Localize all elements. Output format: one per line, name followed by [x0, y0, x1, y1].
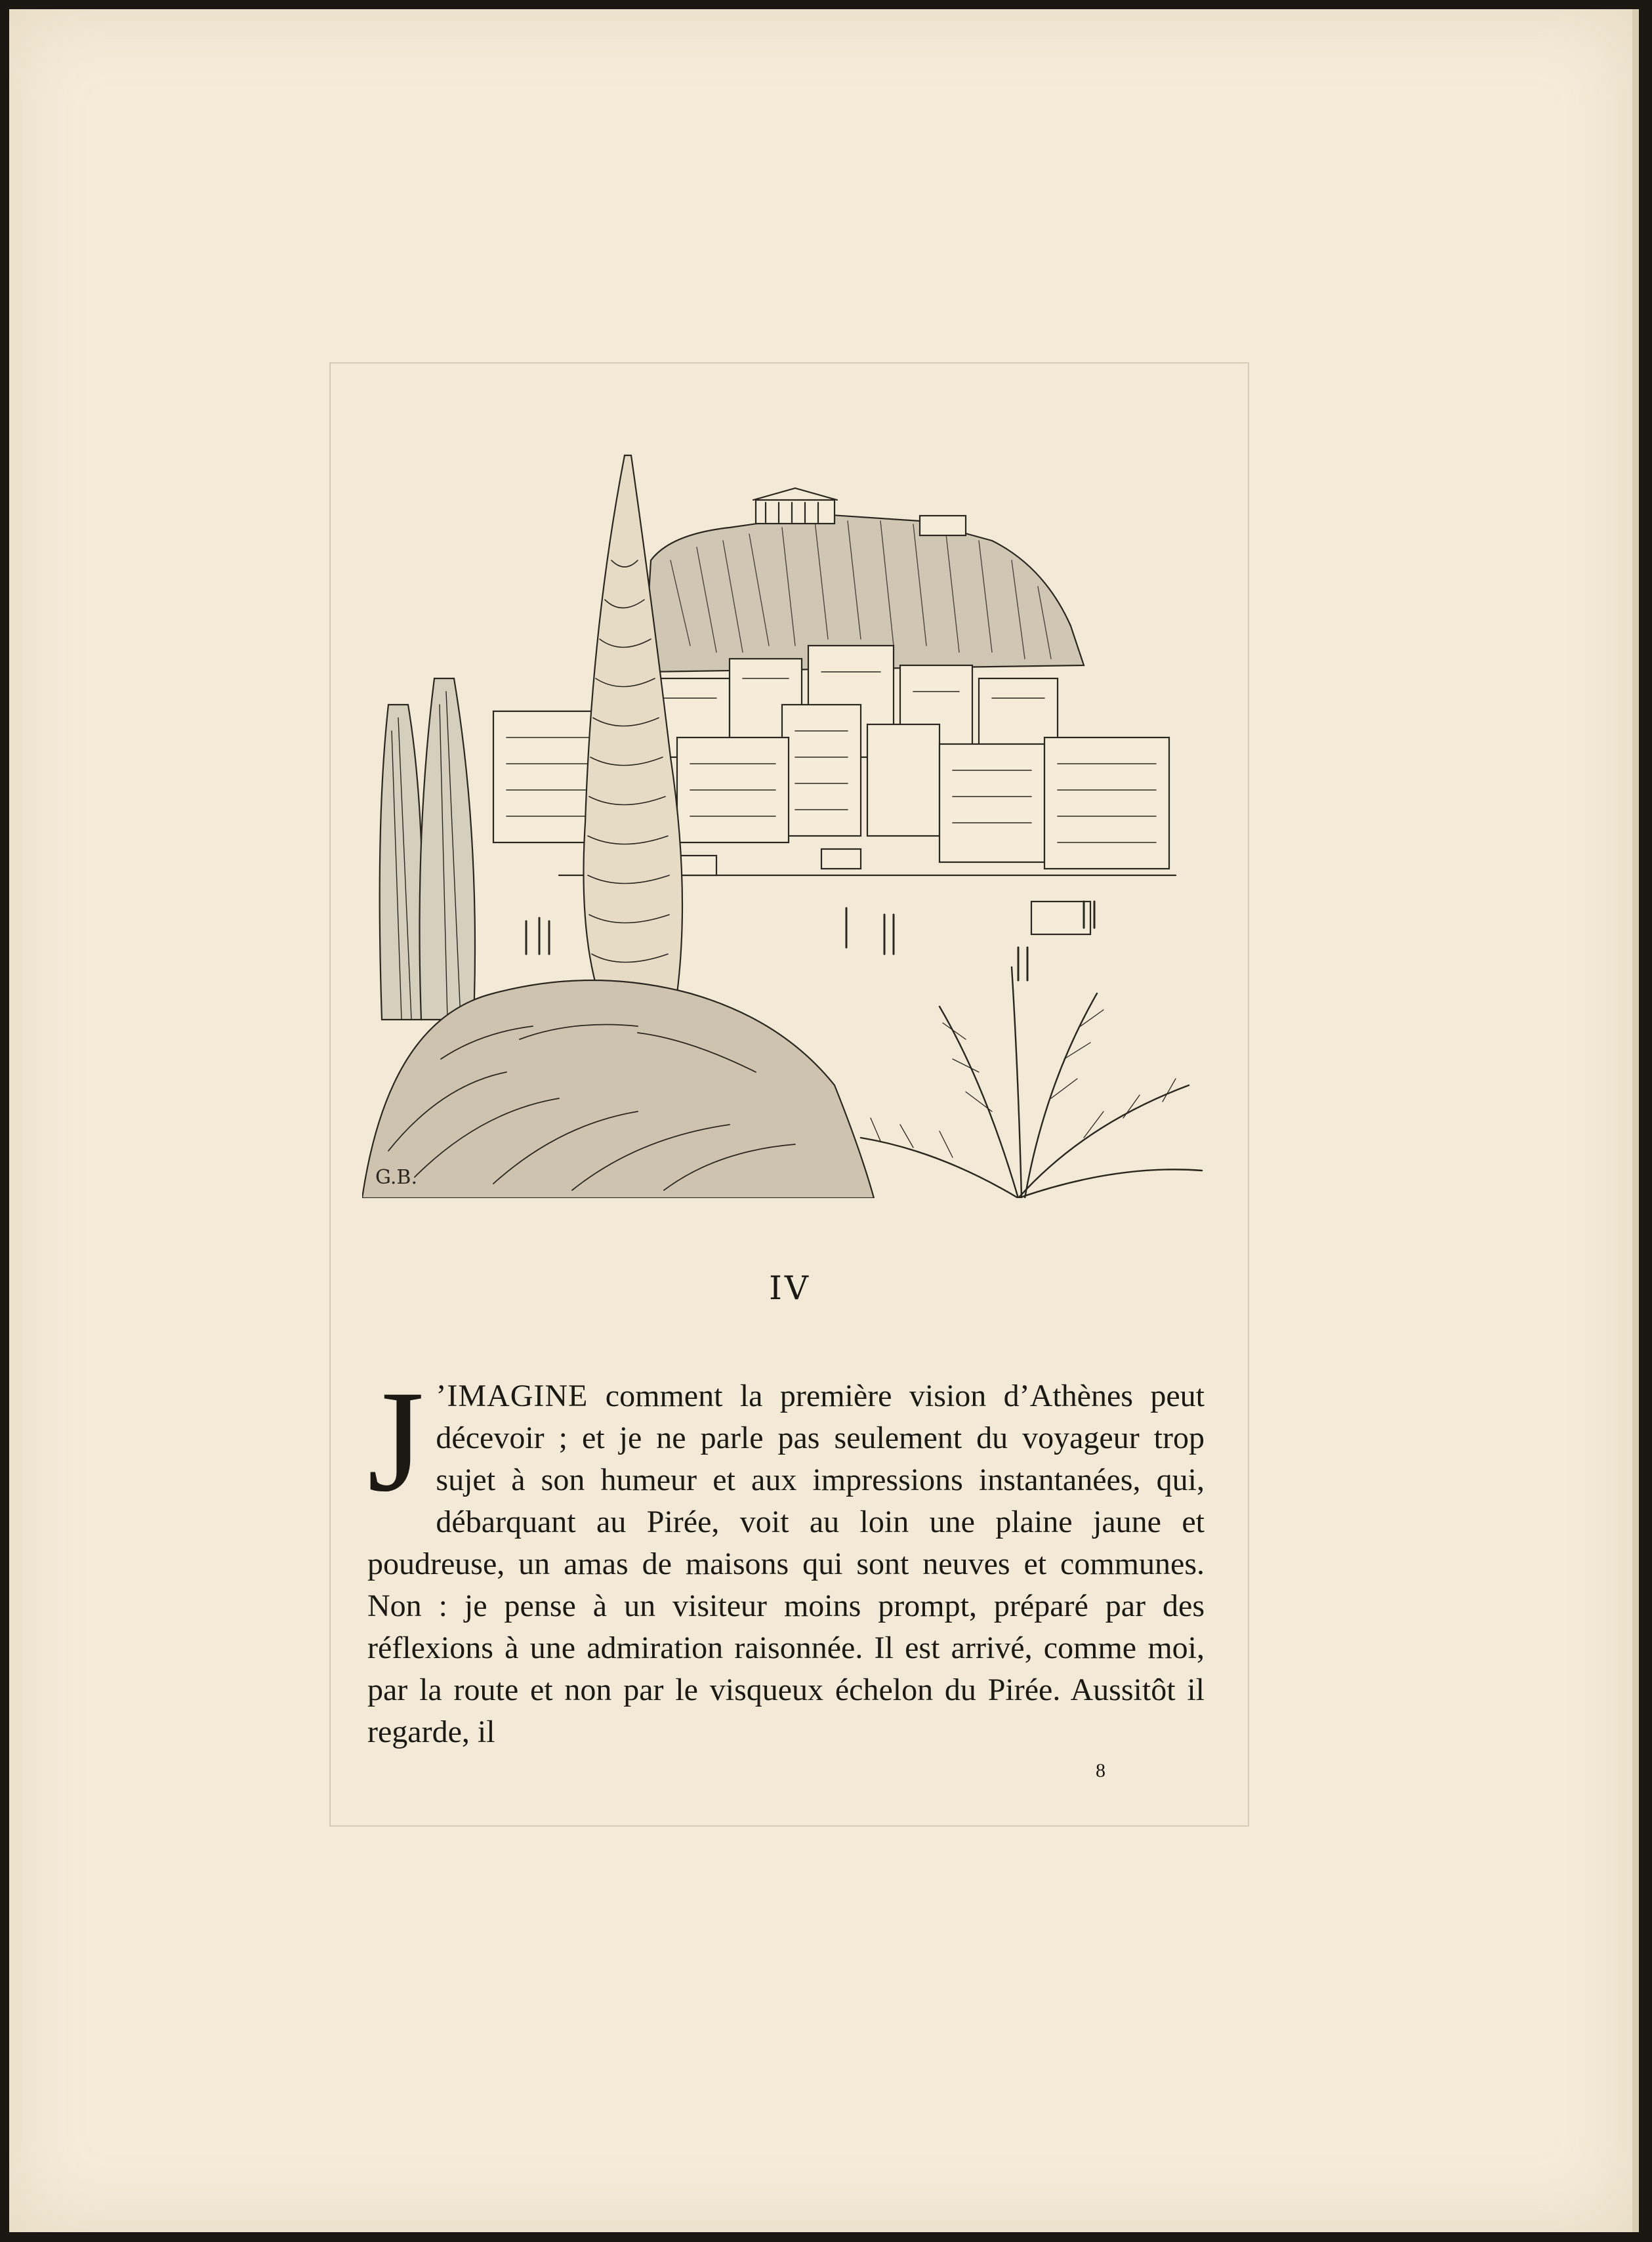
paragraph-text: comment la première vision d’Athènes peut décevoir ; et je ne parle pas seulement du voyageur trop sujet à son humeur et aux impressions instantanées, qui, débarquant au Pirée, voit au loin une plaine jaune et poudreuse, un amas de maisons qui sont neuves et communes. Non : je pense à un visiteur moins prompt, préparé par des réflexions à une admiration raisonnée. Il est arrivé, comme moi, par la route et non par le visqueux échelon du Pirée. Aussitôt il regarde, il [367, 1379, 1205, 1749]
book-page [9, 9, 1639, 2232]
chapter-number: IV [769, 1269, 811, 1307]
artist-signature: G.B. [375, 1166, 418, 1189]
page-number: 8 [1096, 1760, 1105, 1781]
lead-word: ’IMAGINE [436, 1379, 589, 1413]
acropolis-engraving [362, 429, 1208, 1198]
body-paragraph [367, 1361, 1205, 1753]
drop-cap: J [367, 1361, 424, 1522]
